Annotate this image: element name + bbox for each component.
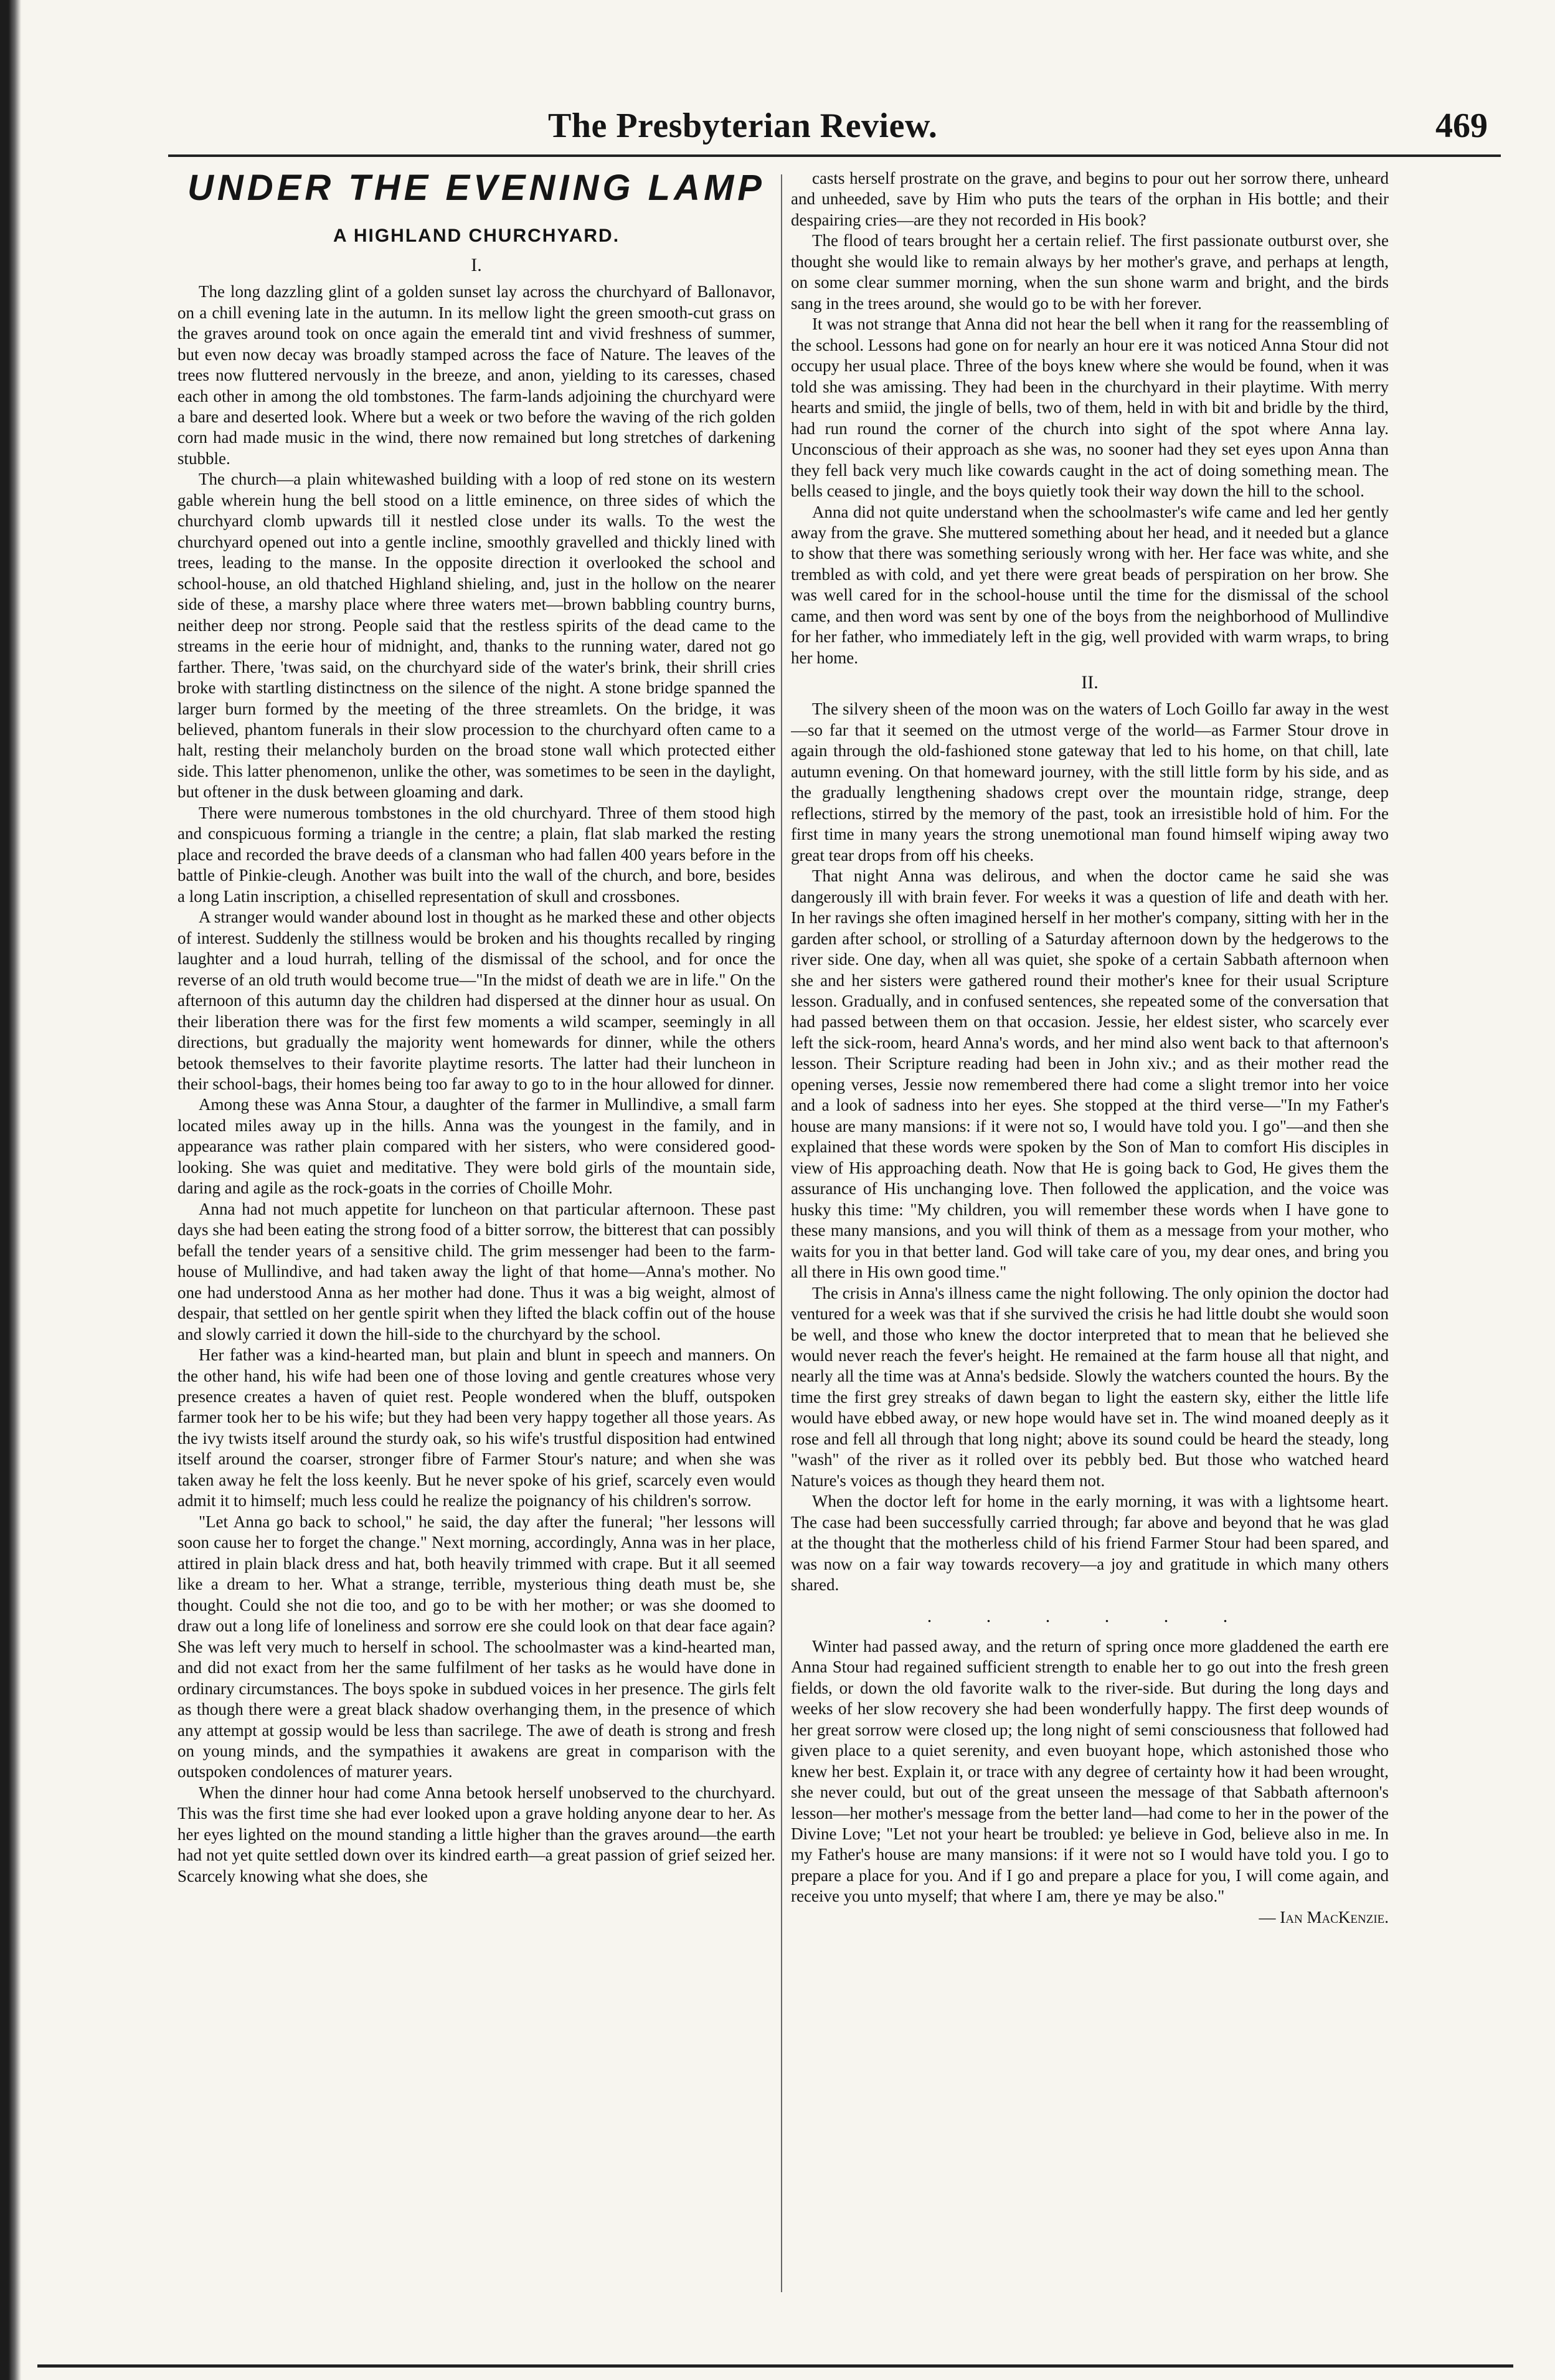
paragraph: Her father was a kind-hearted man, but plain and blunt in speech and manners. On the other hand, his wife had been one of those loving and gentle creatures whose very presence creates a haven of quiet rest. People wondered when the bluff, outspoken farmer took her to be his wife; but they had been very happy together all those years. As the ivy twists itself around the sturdy oak, so his wife's trustful disposition had entwined itself around the coarser, stronger fibre of Farmer Stour's nature; and when she was taken away he felt the loss keenly. But he never spoke of his grief, scarcely even would admit it to himself; much less could he realize the poignancy of his children's sorrow. (177, 1345, 775, 1510)
paragraph: A stranger would wander abound lost in thought as he marked these and other objects of interest. Suddenly the stillness would be broken and his thoughts recalled by ringing laughter and a loud hurrah, telling of the dismissal of the school, and for once the reverse of an old truth would become true—"In the midst of death we are in life." On the afternoon of this autumn day the children had dispersed at the dinner hour as usual. On their liberation there was for the first few moments a wild scamper, seemingly in all directions, but gradually the majority went homewards for dinner, while the others betook themselves to their favorite playtime resorts. The latter had their luncheon in their school-bags, their homes being too far away to go to in the hour allowed for dinner. (177, 908, 775, 1093)
paragraph: When the doctor left for home in the early morning, it was with a lightsome heart. The case had been successfully carried through; far above and beyond that he was glad at the thought that the motherless child of his friend Farmer Stour had been spared, and was now on a fair way towards recovery—a joy and gratitude in which many others shared. (791, 1492, 1389, 1595)
column-divider (781, 174, 782, 2292)
paragraph: That night Anna was delirous, and when the doctor came he said she was dangerously ill with brain fever. For weeks it was a question of life and death with her. In her ravings she often imagined herself in her mother's company, sitting with her in the garden after school, or strolling of a Saturday afternoon down by the hedgerows to the river side. One day, when all was quiet, she spoke of a certain Sabbath afternoon when she and her sisters were gathered round their mother's knee for their usual Scripture lesson. Gradually, and in confused sentences, she repeated some of the conversation that had passed between them on that occasion. Jessie, her eldest sister, who scarcely ever left the sick-room, heard Anna's words, and her mind also went back to that afternoon's lesson. Their Scripture reading had been in John xiv.; and as their mother read the opening verses, Jessie now remembered there had come a slight tremor into her voice and a look of sadness into her eyes. She stopped at the third verse—"In my Father's house are many mansions: if it were not so, I would have told you. I go"—and then she explained that these words were spoken by the Son of Man to comfort His disciples in view of His approaching death. Now that He is going back to God, He gives them the assurance of His unchanging love. Then followed the application, and the voice was husky this time: "My children, you will remember these words when I have gone to these many mansions, and you will think of them as a message from your mother, who waits for you in that better land. God will take care of you, my dear ones, and bring you all there in His own good time." (791, 866, 1389, 1282)
paragraph: casts herself prostrate on the grave, and begins to pour out her sorrow there, unheard and unheeded, save by Him who puts the tears of the orphan in His bottle; and their despairing cries—are they not recorded in His book? (791, 169, 1389, 229)
page-header (0, 93, 1555, 162)
article-subtitle: A HIGHLAND CHURCHYARD. (333, 225, 620, 246)
paragraph: When the dinner hour had come Anna betook herself unobserved to the churchyard. This was the first time she had ever looked upon a grave holding anyone dear to her. As her eyes lighted on the mound standing a little higher than the graves around—the earth had not yet quite settled down over its kindred earth—a great passion of grief seized her. Scarcely knowing what she does, she (177, 1783, 775, 1885)
page-number: 469 (1435, 107, 1488, 145)
left-paragraphs (177, 282, 775, 1887)
paragraph: The long dazzling glint of a golden sunset lay across the churchyard of Ballonavor, on a chill evening late in the autumn. In its mellow light the green smooth-cut grass on the graves around took on once again the emerald tint and vivid freshness of summer, but even now decay was broadly stamped across the face of Nature. The leaves of the trees now fluttered nervously in the breeze, and anon, yielding to its caresses, chased each other in among the old tombstones. The farm-lands adjoining the churchyard were a bare and deserted look. Where but a week or two before the waving of the rich golden corn had made music in the wind, there now remained but long stretches of darkening stubble. (177, 282, 775, 468)
paragraph: There were numerous tombstones in the old churchyard. Three of them stood high and conspicuous forming a triangle in the centre; a plain, flat slab marked the resting place and recorded the brave deeds of a clansman who had fallen 400 years before in the battle of Pinkie-cleugh. Another was built into the wall of the church, and bore, besides a long Latin inscription, a chiselled representation of skull and crossbones. (177, 803, 775, 906)
author-signature: — Ian MacKenzie. (1259, 1907, 1389, 1927)
header-rule (168, 154, 1501, 157)
paragraph: Winter had passed away, and the return of spring once more gladdened the earth ere Anna Stour had regained sufficient strength to enable her to go out into the fresh green fields, or down the old favorite walk to the river-side. But during the long days and weeks of her slow recovery she had been wonderfully happy. The first deep wounds of her great sorrow were closed up; the long night of semi consciousness that followed had given place to a quiet serenity, and even buoyant hope, which astonished those who knew her best. Explain it, or trace with any degree of certainty how it had been wrought, she never could, but out of the great unseen the message of that Sabbath afternoon's lesson—her mother's message from the better land—had come to her in the power of the Divine Love; "Let not your heart be troubled: ye believe in God, believe also in me. In my Father's house are many mansions: if it were not so I would have told you. I go to prepare a place for you. And if I go and prepare a place for you, I will come again, and receive you unto myself; that where I am, there ye may be also." (791, 1636, 1389, 1906)
paragraph: The flood of tears brought her a certain relief. The first passionate outburst over, she thought she would like to remain always by her mother's grave, and perhaps at length, on some clear summer morning, when the sun shone warm and bright, and the birds sang in the trees around, she would go to be with her forever. (791, 231, 1389, 313)
right-paragraphs-part-2 (791, 699, 1389, 1595)
paragraph: Among these was Anna Stour, a daughter of the farmer in Mullindive, a small farm located miles away up in the hills. Anna was the youngest in the family, and in appearance was rather plain compared with her sisters, who were considered good-looking. She was quiet and meditative. They were bold girls of the mountain side, daring and agile as the rock-goats in the corries of Choille Mohr. (177, 1095, 775, 1198)
right-paragraphs-part-3 (791, 1636, 1389, 1907)
right-paragraphs-part-1 (791, 168, 1389, 668)
paragraph: The silvery sheen of the moon was on the waters of Loch Goillo far away in the west—so far that it seemed on the utmost verge of the world—as Farmer Stour drove in again through the old-fashioned stone gateway that led to his home, on that chill, late autumn evening. On that homeward journey, with the still little form by his side, and as the gradually lengthening shadows crept over the mountain ridge, strange, deep reflections, stirred by the memory of the past, took an irresistible hold of him. For the first time in many years the strong unemotional man found himself wiping away two great tear drops from off his cheeks. (791, 699, 1389, 865)
article-title: UNDER THE EVENING LAMP (187, 168, 765, 208)
paragraph: "Let Anna go back to school," he said, the day after the funeral; "her lessons will soon cause her to forget the change." Next morning, accordingly, Anna was in her place, attired in plain black dress and hat, both heavily trimmed with crape. But it all seemed like a dream to her. What a strange, terrible, mysterious thing death must be, she thought. Could she not die too, and go to be with her mother; or was she doomed to draw out a long life of loneliness and sorrow ere she could look on that dear face again? She was left very much to herself in school. The schoolmaster was a kind-hearted man, and did not exact from her the same fulfilment of her tasks as he would have done in ordinary circumstances. The boys spoke in subdued voices in her presence. The girls felt as though there were a great black shadow overhanging them, in the presence of which any attempt at gossip would be less than sacrilege. The awe of death is strong and fresh on young minds, and the sympathies it awakens are great in comparison with the outspoken condolences of maturer years. (177, 1512, 775, 1781)
running-title: The Presbyterian Review. (548, 107, 938, 145)
left-column (177, 168, 775, 2311)
paragraph: The crisis in Anna's illness came the night following. The only opinion the doctor had ventured for a week was that if she survived the crisis he had little doubt she would soon be well, and those who knew the doctor interpreted that to mean that he believed she would never reach the fever's height. He remained at the farm house all that night, and nearly all the time was at Anna's bedside. Slowly the watchers counted the hours. By the time the first grey streaks of dawn began to light the eastern sky, either the little life would have ebbed away, or new hope would have set in. The wind moaned deeply as it rose and fell all through that long night; above its sound could be heard the steady, long "wash" of the river as it rolled over its pebbly bed. But those who watched heard Nature's voices as though they heard them not. (791, 1283, 1389, 1490)
section-number-1: I. (471, 254, 482, 275)
section-number-2: II. (1081, 672, 1099, 693)
paragraph: It was not strange that Anna did not hear the bell when it rang for the reassembling of the school. Lessons had gone on for nearly an hour ere it was noticed Anna Stour did not occupy her usual place. Three of the boys knew where she would be found, when it was told she was amissing. They had been in the churchyard in their playtime. With merry hearts and smiid, the jingle of bells, two of them, held in with bit and bridle by the third, had run round the corner of the church into sight of the spot where Anna lay. Unconscious of their approach as she was, no sooner had they set eyes upon Anna than they fell back very much like cowards caught in the act of doing something mean. The bells ceased to jingle, and the boys quietly took their way down the hill to the school. (791, 315, 1389, 501)
paragraph: Anna had not much appetite for luncheon on that particular afternoon. These past days she had been eating the strong food of a bitter sorrow, the bitterest that can possibly befall the tender years of a sensitive child. The grim messenger had been to the farm-house of Mullindive, and had taken away the light of that home—Anna's mother. No one had understood Anna as her mother had done. Thus it was a big weight, almost of despair, that settled on her gentle spirit when they lifted the black coffin out of the house and slowly carried it down the hill-side to the churchyard by the school. (177, 1199, 775, 1344)
bottom-rule (37, 2364, 1513, 2368)
section-separator: . . . . . . (927, 1605, 1253, 1626)
paragraph: The church—a plain whitewashed building with a loop of red stone on its western gable wherein hung the bell stood on a little eminence, on three sides of which the churchyard clomb upwards till it nestled close under its walls. To the west the churchyard opened out into a gentle incline, smoothly gravelled and thickly lined with trees, leading to the manse. In the opposite direction it overlooked the school and school-house, an old thatched Highland shieling, and, just in the hollow on the nearer side of these, a marshy place where three waters met—brown babbling country burns, neither deep nor strong. People said that the restless spirits of the dead came to the streams in the eerie hour of midnight, and, thanks to the running water, dared not go farther. There, 'twas said, on the churchyard side of the water's brink, their shrill cries broke with startling distinctness on the silence of the night. A stone bridge spanned the larger burn formed by the meeting of the three streamlets. On the bridge, it was believed, phantom funerals in their slow procession to the churchyard often came to a halt, resting their melancholy burden on the broad stone wall which protected either side. This latter phenomenon, unlike the other, was sometimes to be seen in the daylight, but oftener in the dusk between gloaming and dark. (177, 470, 775, 802)
page-edge-shadow (0, 0, 21, 2380)
paragraph: Anna did not quite understand when the schoolmaster's wife came and led her gently away from the grave. She muttered something about her head, and it needed but a glance to show that there was something seriously wrong with her. Her face was white, and she trembled as with cold, and yet there were great beads of perspiration on her brow. She was well cared for in the school-house until the time for the dismissal of the school came, and then word was sent by one of the boys from the neighborhood of Mullindive for her father, who immediately left in the gig, well provided with warm wraps, to bring her home. (791, 502, 1389, 667)
right-column (791, 168, 1389, 2311)
